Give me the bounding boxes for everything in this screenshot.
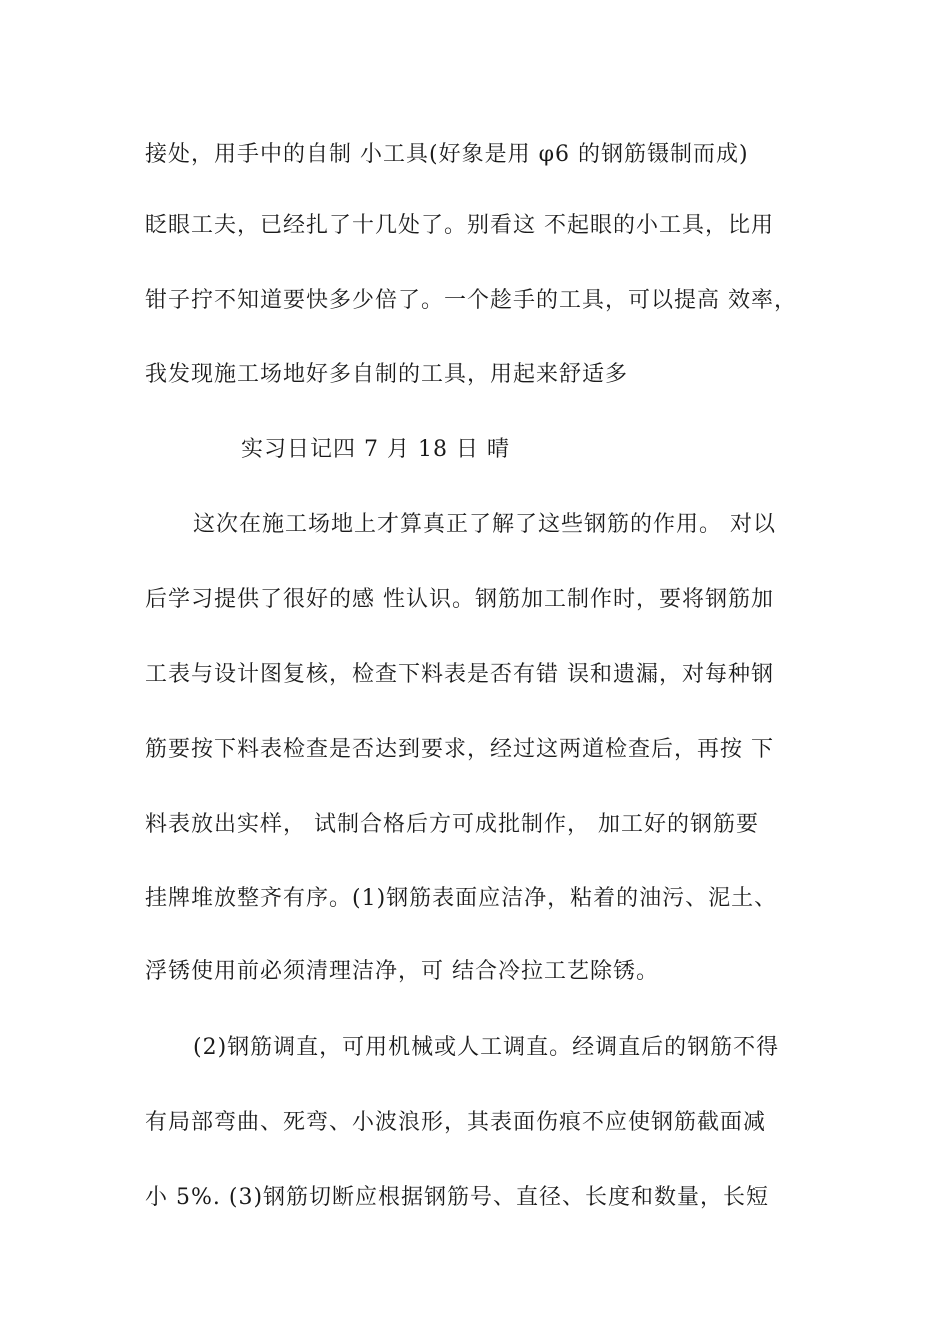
text-line-11: 挂牌堆放整齐有序。(1)钢筋表面应洁净，粘着的油污、泥土、 <box>145 886 778 911</box>
text-line-3: 钳子拧不知道要快多少倍了。一个趁手的工具，可以提高 效率， <box>145 288 797 313</box>
text-line-12: 浮锈使用前必须清理洁净，可 结合冷拉工艺除锈。 <box>145 959 659 984</box>
text-line-13: (2)钢筋调直，可用机械或人工调直。经调直后的钢筋不得 <box>193 1035 780 1060</box>
text-line-1: 接处，用手中的自制 小工具(好象是用 φ6 的钢筋镊制而成) <box>145 142 749 167</box>
text-line-2: 眨眼工夫，已经扎了十几处了。别看这 不起眼的小工具，比用 <box>145 213 774 238</box>
text-line-9: 筋要按下料表检查是否达到要求，经过这两道检查后，再按 下 <box>145 737 774 762</box>
text-line-14: 有局部弯曲、死弯、小波浪形，其表面伤痕不应使钢筋截面减 <box>145 1110 767 1135</box>
text-line-8: 工表与设计图复核，检查下料表是否有错 误和遗漏，对每种钢 <box>145 662 774 687</box>
diary-heading: 实习日记四 7 月 18 日 晴 <box>241 437 510 462</box>
text-line-15: 小 5%. (3)钢筋切断应根据钢筋号、直径、长度和数量，长短 <box>145 1185 770 1210</box>
text-line-10: 料表放出实样， 试制合格后方可成批制作， 加工好的钢筋要 <box>145 812 759 837</box>
text-line-6: 这次在施工场地上才算真正了解了这些钢筋的作用。 对以 <box>193 512 776 537</box>
text-line-4: 我发现施工场地好多自制的工具，用起来舒适多 <box>145 362 629 387</box>
text-line-7: 后学习提供了很好的感 性认识。钢筋加工制作时，要将钢筋加 <box>145 587 774 612</box>
